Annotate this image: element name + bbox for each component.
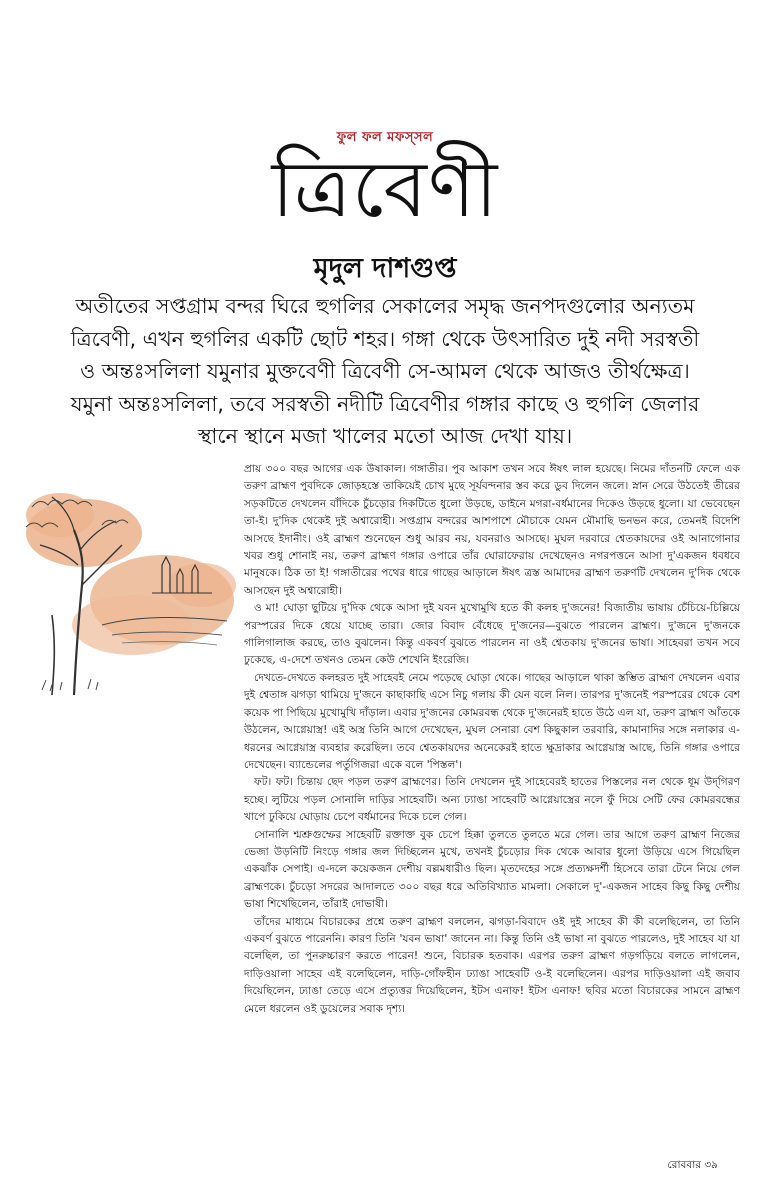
body-paragraph: প্রায় ৩০০ বছর আগের এক উষাকাল। গঙ্গাতীর। পুব আকাশ তখন সবে ঈষৎ লাল হয়েছে। নিমের দাঁতনটি ফেলে এক তরুণ ব্রাহ্মণ পুবদিকে জোড়হস্তে তাকিয়েই চোখ মুছে সূর্যবন্দনার স্তব করে ডুব দিলেন জলে। স্নান সেরে উঠতেই তীরের সড়কটিতে দেখলেন বাঁদিকে চুঁচড়োর দিকটিতে ধুলো উড়ছে, ডাইনে মগরা-বর্ধমানের দিকেও উড়ছে ধুলো। যা ভেবেছেন তা-ই। দু'দিক থেকেই দুই অশ্বারোহী। সপ্তগ্রাম বন্দরের আশপাশে মৌচাকে যেমন মৌমাছি ভনভন করে, তেমনই বিদেশি আসছে ইদানীং। ওই ব্রাহ্মণ শুনেছেন শুধু আরব নয়, যবনরাও আসছে। মুঘল দরবারে শ্বেতকায়দের ওই আনাগোনার খবর শুধু শোনাই নয়, তরুণ ব্রাহ্মণ গঙ্গার ওপারে তাঁর ঘোরাফেরায় দেখেছেনও নগরপত্তনে আসা দু'একজন ধবধবে মানুষকে। ঠিক তা ই! গঙ্গাতীরের পথের ধারে গাছের আড়ালে ঈষৎ ত্রস্ত আমাদের ব্রাহ্মণ তরুণটি দেখলেন দু'দিক থেকে আসছেন দুই অশ্বারোহী।: [244, 463, 740, 597]
body-paragraph: ফট। ফট। চিন্তায় ছেদ পড়ল তরুণ ব্রাহ্মণের। তিনি দেখলেন দুই সাহেবেরই হাতের পিস্তলের নল থেকে ধূম উদ্‌গিরণ হচ্ছে। লুটিয়ে পড়ল সোনালি দাড়ির সাহেবটি। অন্য ঢ্যাঙা সাহেবটি আগ্নেয়াস্ত্রের নলে ফুঁ দিয়ে সেটি ফের কোমরবন্ধের খাপে ঢুকিয়ে ঘোড়ায় চেপে বর্ধমানের দিকে চলে গেল।: [244, 776, 740, 824]
intro-paragraph: অতীতের সপ্তগ্রাম বন্দর ঘিরে হুগলির সেকালের সমৃদ্ধ জনপদগুলোর অন্যতম ত্রিবেণী, এখন হুগলির একটি ছোট শহর। গঙ্গা থেকে উৎসারিত দুই নদী সরস্বতী ও অন্তঃসলিলা যমুনার মুক্তবেণী ত্রিবেণী সে-আমল থেকে আজও তীর্থক্ষেত্র। যমুনা অন্তঃসলিলা, তবে সরস্বতী নদীটি ত্রিবেণীর গঙ্গার কাছে ও হুগলি জেলার স্থানে স্থানে মজা খালের মতো আজ দেখা যায়।: [70, 294, 700, 448]
body-paragraph: দেখতে-দেখতে কলহরত দুই সাহেবই নেমে পড়েছে ঘোড়া থেকে। গাছের আড়ালে থাকা স্তম্ভিত ব্রাহ্মণ দেখলেন এবার দুই শ্বেতাঙ্গ ঝগড়া থামিয়ে দু'জনে কাছাকাছি এসে নিচু গলায় কী যেন বলে নিল। তারপর দু'জনেই পরস্পরের থেকে বেশ কয়েক পা পিছিয়ে মুখোমুখি দাঁড়াল। এবার দু'জনের কোমরবন্ধ থেকে দু'জনেরই হাতে উঠে এল যা, তরুণ ব্রাহ্মণ আঁতকে উঠলেন, আগ্নেয়াস্ত্র! এই অস্ত্র তিনি আগে দেখেছেন, মুঘল সেনারা বেশ কিছুকাল তরবারি, কামানাদির সঙ্গে নলাকার এ-ধরনের আগ্নেয়াস্ত্র ব্যবহার করেছিল। তবে শ্বেতকায়দের অনেকেরই হাতে ক্ষুদ্রাকার আগ্নেয়াস্ত্র আছে, তিনি গঙ্গার ওপারে দেখেছেন। ব্যান্ডেলের পর্তুগিজরা একে বলে 'পিস্তল'।: [244, 671, 740, 771]
page-footer: রোববার ৩৯: [667, 1159, 718, 1171]
body-paragraph: তাঁদের মাধ্যমে বিচারকের প্রশ্নে তরুণ ব্রাহ্মণ বললেন, ঝগড়া-বিবাদে ওই দুই সাহেব কী কী বলেছিলেন, তা তিনি একবর্ণ বুঝতে পারেননি। কারণ তিনি 'যবন ভাষা' জানেন না। কিন্তু তিনি ওই ভাষা না বুঝতে পারলেও, দুই সাহেব যা যা বলেছিল, তা পুনরুচ্চারণ করতে পারেন! শুনে, বিচারক হতবাক। এরপর তরুণ ব্রাহ্মণ গড়গড়িয়ে বলতে লাগলেন, দাড়িওয়ালা সাহেব এই বলেছিলেন, দাড়ি-গোঁফহীন ঢ্যাঙা সাহেবটি ও-ই বলেছিলেন। এরপর দাড়িওয়ালা এই জবাব দিয়েছিলেন, ঢ্যাঙা তেড়ে এসে প্রত্যুত্তর দিয়েছিলেন, ইটস এনাফ! ইটস এনাফ! ছবির মতো বিচারকের সামনে ব্রাহ্মণ মেলে ধরলেন ওই ডুয়েলের সবাক দৃশ্য।: [244, 915, 740, 1015]
body-paragraph: ও মা! ঘোড়া ছুটিয়ে দু'দিক থেকে আসা দুই যবন মুখোমুখি হতে কী কলহ দু'জনের! বিজাতীয় ভাষায় চেঁচিয়ে-চিল্লিয়ে পরস্পরের দিকে ধেয়ে যাচ্ছে তারা। জোর বিবাদ বেঁধেছে দু'জনের—বুঝতে পারলেন ব্রাহ্মণ। দু'জনে দু'জনকে গালিগালাজ করছে, তাও বুঝলেন। কিন্তু একবর্ণ বুঝতে পারলেন না ওই শ্বেতকায় দু'জনের ভাষা। সাহেবরা তখন সবে ঢুকেছে, এ-দেশে তখনও তেমন কেউ শেখেনি ইংরেজি।: [244, 602, 740, 667]
author-name: মৃদুল দাশগুপ্ত: [313, 253, 457, 284]
article-title: ত্রিবেণী: [271, 145, 499, 235]
article-body: [244, 461, 740, 1018]
body-paragraph: সোনালি শ্মশ্রুগুম্ফের সাহেবটি রক্তাক্ত বুক চেপে হিক্কা তুলতে তুলতে মরে গেল। তার আগে তরুণ ব্রাহ্মণ নিজের ভেজা উড়নিটি নিংড়ে গঙ্গার জল দিচ্ছিলেন মুখে, তখনই চুঁচড়োর দিক থেকে আবার ধুলো উড়িয়ে এসে গিয়েছিল একঝাঁক সেপাই। এ-দলে কয়েকজন দেশীয় বল্লমধারীও ছিল। মৃতদেহের সঙ্গে প্রত্যক্ষদর্শী হিসেবে তারা টেনে নিয়ে গেল ব্রাহ্মণকে। চুঁচড়ো সদরের আদালতে ৩০০ বছর ধরে অতিবিখ্যাত মামলা। সেকালে দু'-একজন সাহেব কিছু কিছু দেশীয় ভাষা শিখেছিলেন, তাঁরাই দোভাষী।: [244, 828, 740, 911]
intro-standfirst: [62, 290, 708, 453]
section-kicker: ফুল ফল মফস্‌সল: [336, 130, 434, 145]
riverside-trees-illustration: [12, 475, 244, 707]
